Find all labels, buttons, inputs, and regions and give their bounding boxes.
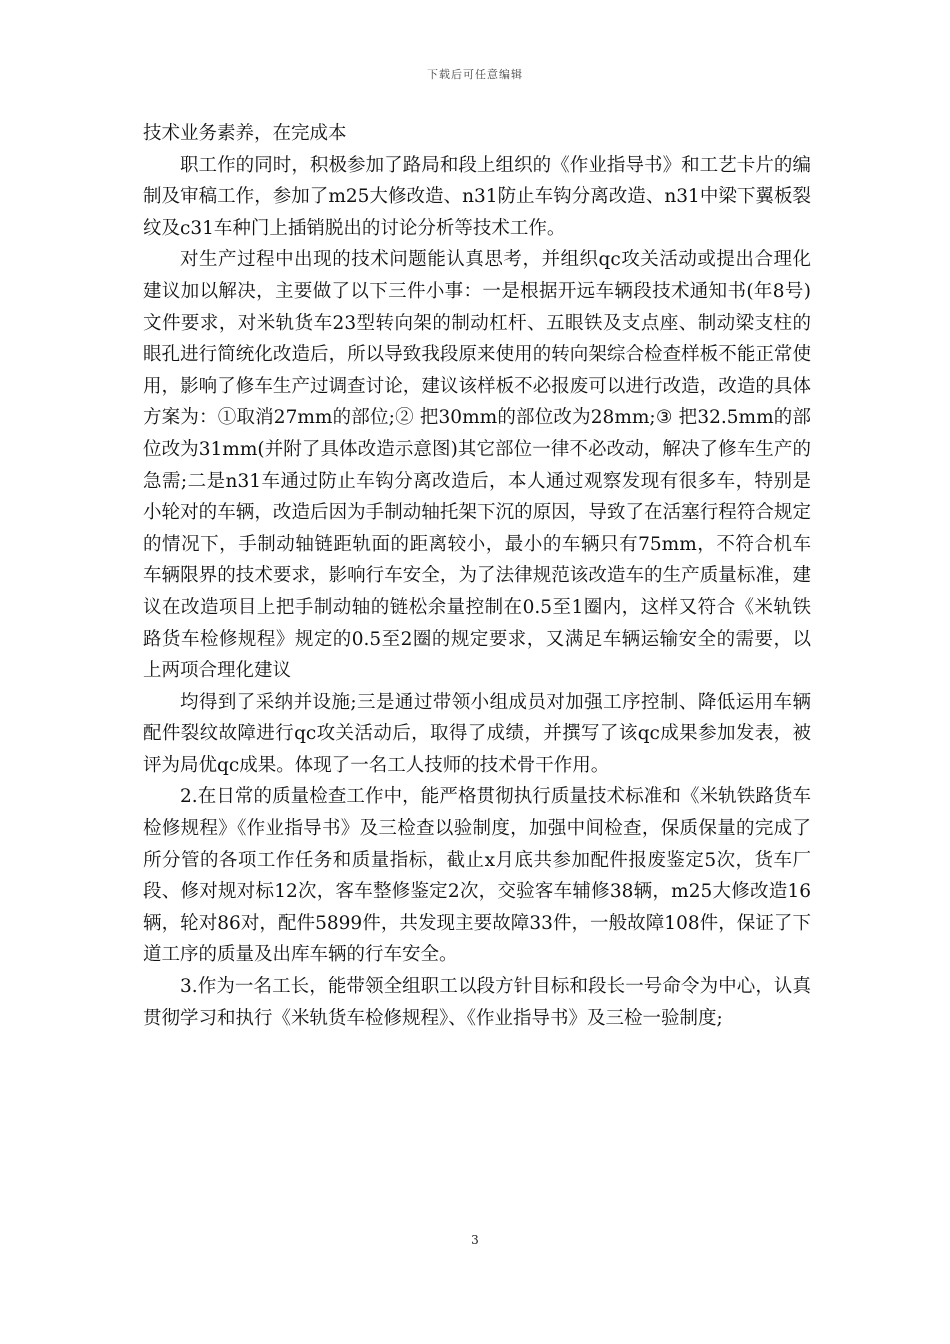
paragraph: 技术业务素养，在完成本: [143, 123, 347, 144]
paragraph: 均得到了采纳并设施;三是通过带领小组成员对加强工序控制、降低运用车辆配件裂纹故障进行qc攻关活动后，取得了成绩，并撰写了该qc成果参加发表，被评为局优qc成果。体现了一名工人技师的技术骨干作用。: [143, 691, 811, 776]
paragraph: 对生产过程中出现的技术问题能认真思考，并组织qc攻关活动或提出合理化建议加以解决，主要做了以下三件小事：一是根据开远车辆段技术通知书(年8号)文件要求，对米轨货车23型转向架的制动杠杆、五眼铁及支点座、制动梁支柱的眼孔进行简统化改造后，所以导致我段原来使用的转向架综合检查样板不能正常使用，影响了修车生产过调查讨论，建议该样板不必报废可以进行改造，改造的具体方案为：①取消27mm的部位;② 把30mm的部位改为28mm;③ 把32.5mm的部位改为31mm(并附了具体改造示意图)其它部位一律不必改动，解决了修车生产的急需;二是n31车通过防止车钩分离改造后，本人通过观察发现有很多车，特别是小轮对的车辆，改造后因为手制动轴托架下沉的原因，导致了在活塞行程符合规定的情况下，手制动轴链距轨面的距离较小，最小的车辆只有75mm，不符合机车车辆限界的技术要求，影响行车安全，为了法律规范该改造车的生产质量标准，建议在改造项目上把手制动轴的链松余量控制在0.5至1圈内，这样又符合《米轨铁路货车检修规程》规定的0.5至2圈的规定要求，又满足车辆运输安全的需要，以上两项合理化建议: [143, 249, 811, 682]
paragraph: 职工作的同时，积极参加了路局和段上组织的《作业指导书》和工艺卡片的编制及审稿工作，参加了m25大修改造、n31防止车钩分离改造、n31中梁下翼板裂纹及c31车种门上插销脱出的讨论分析等技术工作。: [143, 154, 811, 239]
paragraph: 2.在日常的质量检查工作中，能严格贯彻执行质量技术标准和《米轨铁路货车检修规程》《作业指导书》及三检查以验制度，加强中间检查，保质保量的完成了所分管的各项工作任务和质量指标，截止x月底共参加配件报废鉴定5次，货车厂段、修对规对标12次，客车整修鉴定2次，交验客车辅修38辆，m25大修改造16辆，轮对86对，配件5899件，共发现主要故障33件，一般故障108件，保证了下道工序的质量及出库车辆的行车安全。: [143, 786, 811, 966]
page-number: 3: [471, 1233, 479, 1247]
page-header: 下载后可任意编辑: [427, 68, 523, 81]
paragraph: 3.作为一名工长，能带领全组职工以段方针目标和段长一号命令为中心，认真贯彻学习和执行《米轨货车检修规程》、《作业指导书》及三检一验制度;: [143, 976, 811, 1029]
document-body: [143, 118, 811, 1034]
